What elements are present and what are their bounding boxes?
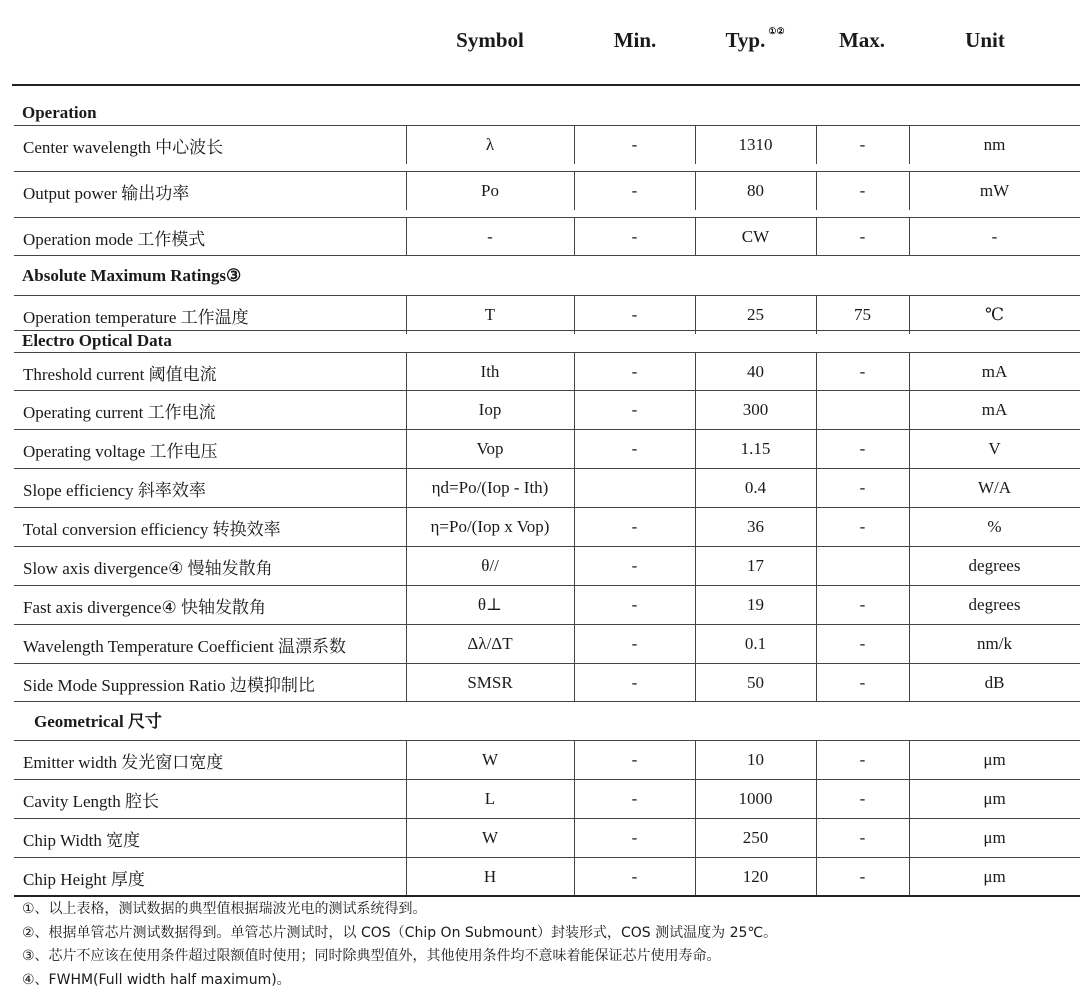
column-divider	[695, 741, 696, 779]
cell-max: -	[859, 789, 866, 808]
column-divider	[574, 547, 575, 585]
section-geometrical: Geometrical 尺寸	[34, 712, 162, 731]
cell-min: -	[631, 556, 638, 575]
cell-typ: 120	[742, 867, 769, 886]
table-row	[14, 780, 1080, 818]
row-divider	[14, 857, 1080, 858]
cell-min	[574, 469, 695, 507]
column-divider	[816, 469, 817, 507]
column-divider	[695, 547, 696, 585]
cell-max: -	[859, 828, 866, 847]
column-divider	[406, 126, 407, 164]
cell-param: Operating current 工作电流	[23, 402, 216, 422]
column-divider	[816, 353, 817, 391]
row-divider	[14, 507, 1080, 508]
cell-typ: 80	[747, 181, 764, 200]
column-divider	[574, 430, 575, 468]
cell-min: -	[631, 673, 638, 692]
cell-min: -	[631, 867, 638, 886]
cell-typ: 300	[742, 400, 769, 419]
cell-typ: 1.15	[740, 439, 771, 458]
table-row	[14, 664, 1080, 702]
footnote-2: ②、根据单管芯片测试数据得到。单管芯片测试时，以 COS（Chip On Submount）封装形式，COS 测试温度为 25℃。	[22, 924, 778, 941]
header-typ	[695, 28, 815, 53]
table-row	[14, 353, 1080, 391]
column-divider	[406, 625, 407, 663]
cell-param: Chip Height 厚度	[23, 869, 145, 889]
column-divider	[406, 741, 407, 779]
column-divider	[816, 780, 817, 818]
cell-max: -	[859, 750, 866, 769]
cell-unit: μm	[983, 750, 1006, 769]
row-divider	[14, 895, 1080, 897]
table-row	[14, 547, 1080, 585]
cell-unit: mA	[981, 400, 1008, 419]
column-divider	[909, 391, 910, 429]
column-divider	[574, 172, 575, 210]
column-divider	[695, 780, 696, 818]
cell-unit: -	[991, 227, 998, 246]
column-divider	[816, 508, 817, 546]
cell-max: -	[859, 362, 866, 381]
column-divider	[816, 625, 817, 663]
cell-min: -	[631, 517, 638, 536]
column-divider	[816, 741, 817, 779]
row-divider	[14, 295, 1080, 296]
cell-typ: 1310	[738, 135, 773, 154]
cell-unit: nm/k	[977, 634, 1012, 653]
column-divider	[816, 430, 817, 468]
cell-symbol: W	[481, 750, 499, 769]
column-divider	[695, 819, 696, 857]
cell-max: -	[859, 227, 866, 246]
column-divider	[406, 780, 407, 818]
cell-max	[816, 547, 909, 585]
header-max: Max.	[838, 28, 886, 52]
column-divider	[909, 819, 910, 857]
footnote-1: ①、以上表格，测试数据的典型值根据瑞波光电的测试系统得到。	[22, 901, 427, 917]
column-divider	[909, 353, 910, 391]
cell-unit: W/A	[977, 478, 1012, 497]
cell-max: -	[859, 181, 866, 200]
cell-min: -	[631, 305, 638, 324]
column-divider	[406, 218, 407, 256]
row-divider	[14, 585, 1080, 586]
row-divider	[14, 740, 1080, 741]
cell-min: -	[631, 135, 638, 154]
cell-min: -	[631, 400, 638, 419]
column-divider	[695, 430, 696, 468]
cell-symbol: H	[483, 867, 497, 886]
cell-typ: 25	[747, 305, 764, 324]
column-divider	[574, 858, 575, 896]
table-row	[14, 218, 1080, 256]
column-divider	[574, 664, 575, 702]
table-row	[14, 430, 1080, 468]
cell-param: Slope efficiency 斜率效率	[23, 480, 206, 500]
table-row	[14, 858, 1080, 896]
cell-max: -	[859, 867, 866, 886]
row-divider	[14, 624, 1080, 625]
cell-typ: CW	[741, 227, 770, 246]
cell-min: -	[631, 181, 638, 200]
header-unit: Unit	[965, 28, 1005, 52]
cell-param: Operation mode 工作模式	[23, 229, 206, 249]
cell-unit: degrees	[968, 595, 1021, 614]
column-divider	[909, 172, 910, 210]
cell-typ: 250	[742, 828, 769, 847]
column-divider	[816, 296, 817, 334]
table-row	[14, 586, 1080, 624]
table-header	[0, 0, 1080, 86]
column-divider	[406, 819, 407, 857]
cell-typ: 0.1	[744, 634, 767, 653]
row-divider	[14, 546, 1080, 547]
column-divider	[695, 625, 696, 663]
cell-param: Threshold current 阈值电流	[23, 364, 217, 384]
column-divider	[406, 172, 407, 210]
column-divider	[695, 858, 696, 896]
cell-param: Center wavelength 中心波长	[23, 137, 224, 157]
column-divider	[909, 664, 910, 702]
cell-unit: mA	[981, 362, 1008, 381]
column-divider	[695, 469, 696, 507]
column-divider	[574, 296, 575, 334]
cell-max: -	[859, 595, 866, 614]
table-row	[14, 819, 1080, 857]
cell-unit: μm	[983, 867, 1006, 886]
table-row	[14, 508, 1080, 546]
column-divider	[574, 353, 575, 391]
cell-param: Wavelength Temperature Coefficient 温漂系数	[23, 636, 347, 656]
column-divider	[574, 218, 575, 256]
cell-unit: %	[987, 517, 1002, 536]
table-row	[14, 391, 1080, 429]
cell-symbol: η=Po/(Iop x Vop)	[430, 517, 550, 536]
cell-max	[816, 391, 909, 429]
column-divider	[574, 741, 575, 779]
cell-symbol: L	[484, 789, 496, 808]
column-divider	[909, 780, 910, 818]
cell-min: -	[631, 227, 638, 246]
column-divider	[816, 547, 817, 585]
column-divider	[695, 508, 696, 546]
cell-typ: 36	[747, 517, 764, 536]
row-divider	[14, 468, 1080, 469]
cell-param: Slow axis divergence④ 慢轴发散角	[23, 558, 273, 578]
cell-symbol: Ith	[480, 362, 500, 381]
cell-max: -	[859, 673, 866, 692]
cell-symbol: Iop	[478, 400, 502, 419]
header-min: Min.	[613, 28, 657, 52]
cell-param: Operation temperature 工作温度	[23, 307, 249, 327]
cell-min: -	[631, 750, 638, 769]
cell-param: Side Mode Suppression Ratio 边模抑制比	[23, 675, 315, 695]
cell-typ: 10	[747, 750, 764, 769]
column-divider	[816, 218, 817, 256]
cell-symbol: -	[487, 227, 493, 246]
table-row	[14, 172, 1080, 210]
row-divider	[14, 390, 1080, 391]
column-divider	[909, 430, 910, 468]
row-divider	[14, 352, 1080, 353]
row-divider	[14, 779, 1080, 780]
column-divider	[909, 586, 910, 624]
header-typ-label: Typ.	[725, 28, 766, 52]
cell-symbol: λ	[485, 135, 495, 154]
cell-symbol: θ//	[481, 556, 499, 575]
row-divider	[14, 217, 1080, 218]
cell-max: -	[859, 517, 866, 536]
cell-symbol: Po	[481, 181, 499, 200]
cell-symbol: T	[484, 305, 496, 324]
column-divider	[406, 430, 407, 468]
column-divider	[909, 508, 910, 546]
column-divider	[574, 469, 575, 507]
footnotes	[22, 898, 777, 992]
column-divider	[574, 780, 575, 818]
cell-symbol: SMSR	[467, 673, 513, 692]
cell-unit: μm	[983, 789, 1006, 808]
cell-unit: ℃	[984, 305, 1005, 324]
table-row	[14, 296, 1080, 334]
cell-param: Operating voltage 工作电压	[23, 441, 218, 461]
cell-unit: dB	[984, 673, 1005, 692]
column-divider	[909, 858, 910, 896]
cell-param: Total conversion efficiency 转换效率	[23, 519, 281, 539]
cell-symbol: Vop	[476, 439, 504, 458]
section-operation: Operation	[22, 103, 97, 122]
cell-typ: 17	[747, 556, 764, 575]
column-divider	[909, 741, 910, 779]
header-symbol: Symbol	[456, 28, 524, 52]
cell-min: -	[631, 828, 638, 847]
cell-param: Fast axis divergence④ 快轴发散角	[23, 597, 266, 617]
cell-typ: 19	[747, 595, 764, 614]
cell-unit: V	[988, 439, 1001, 458]
column-divider	[574, 586, 575, 624]
column-divider	[909, 625, 910, 663]
column-divider	[909, 296, 910, 334]
column-divider	[406, 296, 407, 334]
row-divider	[14, 171, 1080, 172]
column-divider	[909, 218, 910, 256]
column-divider	[695, 296, 696, 334]
cell-min: -	[631, 789, 638, 808]
header-rule	[12, 84, 1080, 86]
row-divider	[14, 429, 1080, 430]
header-typ-note: ①②	[768, 26, 785, 36]
column-divider	[695, 664, 696, 702]
table-row	[14, 625, 1080, 663]
column-divider	[695, 126, 696, 164]
column-divider	[816, 858, 817, 896]
section-electro-optical-data: Electro Optical Data	[22, 331, 172, 350]
cell-param: Output power 输出功率	[23, 183, 190, 203]
cell-symbol: W	[481, 828, 499, 847]
cell-min: -	[631, 439, 638, 458]
cell-min: -	[631, 362, 638, 381]
column-divider	[909, 547, 910, 585]
footnote-3: ③、芯片不应该在使用条件超过限额值时使用；同时除典型值外，其他使用条件均不意味着能保证芯片使用寿命。	[22, 948, 721, 964]
table-row	[14, 741, 1080, 779]
cell-min: -	[631, 595, 638, 614]
column-divider	[406, 547, 407, 585]
cell-param: Emitter width 发光窗口宽度	[23, 752, 224, 772]
cell-param: Chip Width 宽度	[23, 830, 141, 850]
column-divider	[695, 353, 696, 391]
cell-max: 75	[854, 305, 871, 324]
column-divider	[406, 508, 407, 546]
table-row	[14, 126, 1080, 164]
table-row	[14, 469, 1080, 507]
cell-unit: mW	[979, 181, 1010, 200]
column-divider	[406, 391, 407, 429]
column-divider	[816, 391, 817, 429]
cell-min: -	[631, 634, 638, 653]
column-divider	[406, 469, 407, 507]
row-divider	[14, 663, 1080, 664]
cell-symbol: Δλ/ΔT	[467, 634, 513, 653]
column-divider	[695, 391, 696, 429]
cell-max: -	[859, 478, 866, 497]
section-absolute-maximum-ratings: Absolute Maximum Ratings③	[22, 266, 242, 285]
column-divider	[406, 353, 407, 391]
cell-max: -	[859, 135, 866, 154]
column-divider	[406, 586, 407, 624]
column-divider	[816, 126, 817, 164]
row-divider	[14, 330, 1080, 331]
column-divider	[695, 586, 696, 624]
column-divider	[574, 819, 575, 857]
column-divider	[574, 126, 575, 164]
cell-unit: degrees	[968, 556, 1021, 575]
row-divider	[14, 818, 1080, 819]
column-divider	[816, 586, 817, 624]
cell-max: -	[859, 634, 866, 653]
row-divider	[14, 125, 1080, 126]
cell-typ: 1000	[738, 789, 773, 808]
footnote-4: ④、FWHM(Full width half maximum)。	[22, 971, 291, 988]
cell-max: -	[859, 439, 866, 458]
column-divider	[574, 625, 575, 663]
cell-symbol: ηd=Po/(Iop - Ith)	[431, 478, 549, 497]
cell-typ: 0.4	[744, 478, 767, 497]
cell-unit: μm	[983, 828, 1006, 847]
column-divider	[695, 218, 696, 256]
cell-param: Cavity Length 腔长	[23, 791, 159, 811]
column-divider	[406, 664, 407, 702]
column-divider	[574, 508, 575, 546]
column-divider	[816, 172, 817, 210]
cell-symbol: θ⊥	[477, 595, 503, 614]
column-divider	[816, 664, 817, 702]
column-divider	[909, 469, 910, 507]
column-divider	[909, 126, 910, 164]
column-divider	[574, 391, 575, 429]
row-divider	[14, 701, 1080, 702]
cell-typ: 40	[747, 362, 764, 381]
column-divider	[695, 172, 696, 210]
column-divider	[406, 858, 407, 896]
column-divider	[816, 819, 817, 857]
row-divider	[14, 255, 1080, 256]
cell-unit: nm	[983, 135, 1006, 154]
cell-typ: 50	[747, 673, 764, 692]
